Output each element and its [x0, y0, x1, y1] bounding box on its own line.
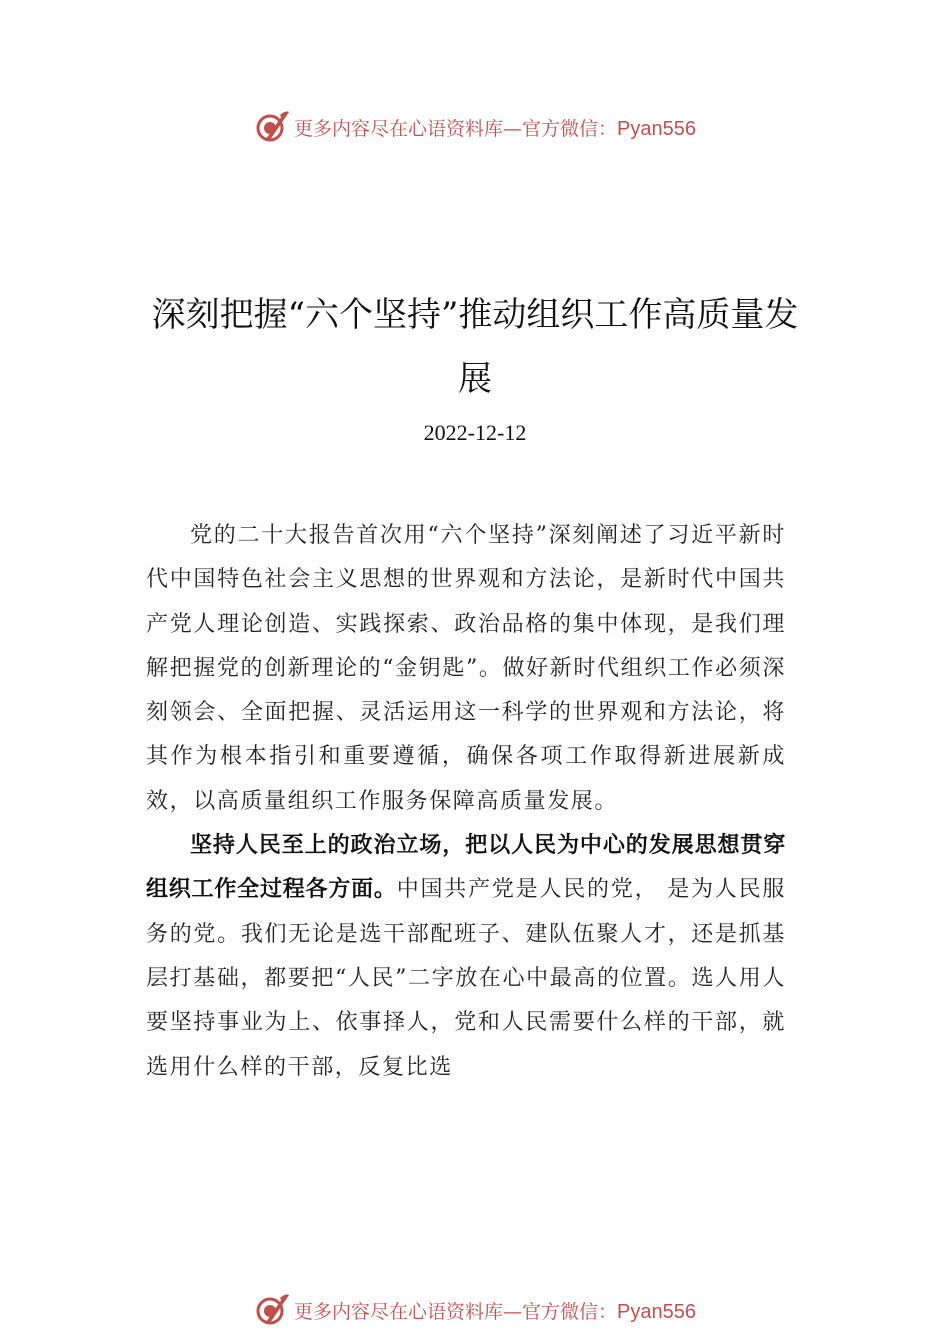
banner-label: 更多内容尽在心语资料库—官方微信：	[294, 117, 618, 140]
wechat-id: Pyan556	[617, 1300, 696, 1323]
paragraph	[146, 824, 786, 1090]
article-body	[146, 514, 786, 1090]
paragraph-lead: 坚持人民至上的政治立场，把以人民为中心的发展思想贯穿组织工作全过程各方面。	[146, 833, 786, 903]
paragraph-text: 党的二十大报告首次用“六个坚持”深刻阐述了习近平新时代中国特色社会主义思想的世界观和方法论，是新时代中国共产党人理论创造、实践探索、政治品格的集中体现，是我们理解把握党的创新理论的“金钥匙”。做好新时代组织工作必须深刻领会、全面把握、灵活运用这一科学的世界观和方法论，将其作为根本指引和重要遵循，确保各项工作取得新进展新成效，以高质量组织工作服务保障高质量发展。	[146, 523, 786, 814]
banner-label: 更多内容尽在心语资料库—官方微信：	[294, 1300, 618, 1323]
paragraph-text: 中国共产党是人民的党， 是为人民服务的党。我们无论是选干部配班子、建队伍聚人才，还是抓基层打基础，都要把“人民”二字放在心中最高的位置。选人用人要坚持事业为上、依事择人，党和人民需要什么样的干部，就选用什么样的干部，反复比选	[146, 877, 786, 1080]
banner-text	[294, 1297, 696, 1324]
document-title: 深刻把握“六个坚持”推动组织工作高质量发展	[151, 295, 799, 399]
quill-logo-icon	[254, 1292, 290, 1328]
footer-banner	[0, 1290, 950, 1330]
wechat-id: Pyan556	[617, 117, 696, 140]
quill-logo-icon	[254, 109, 290, 145]
publish-date: 2022-12-12	[423, 420, 527, 445]
paragraph	[146, 514, 786, 824]
header-banner	[0, 107, 950, 147]
banner-text	[294, 114, 696, 141]
